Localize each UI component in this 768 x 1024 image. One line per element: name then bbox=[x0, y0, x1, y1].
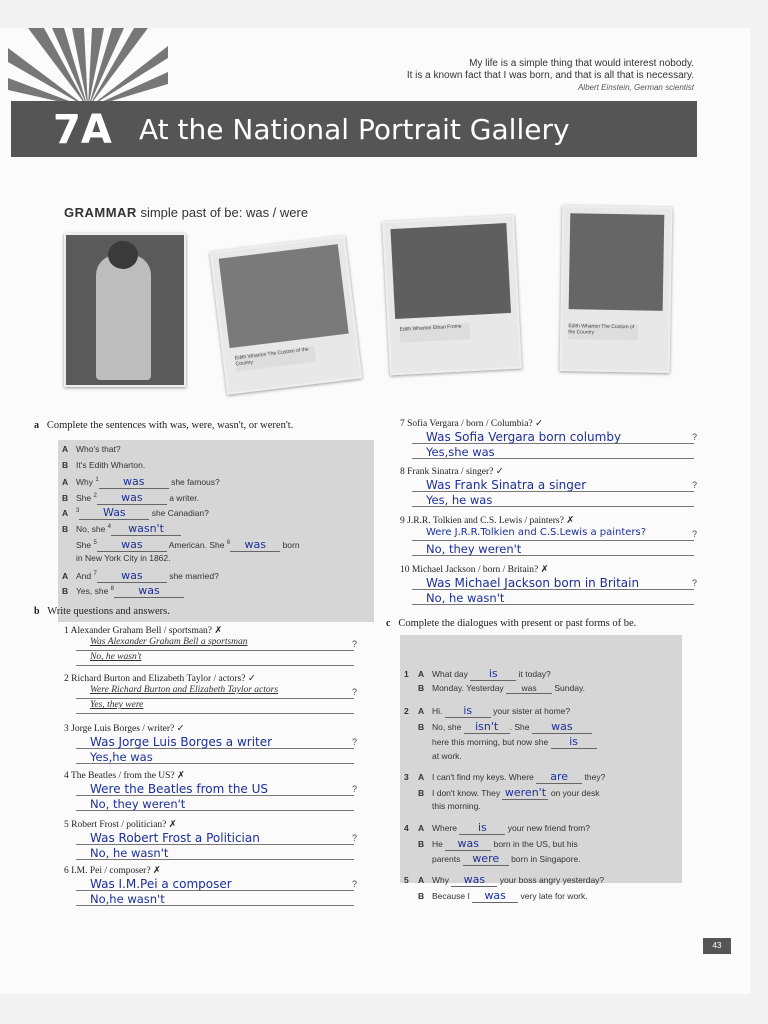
handwritten-question: Was Michael Jackson born in Britain bbox=[426, 576, 640, 590]
line-text: American. She bbox=[166, 539, 227, 550]
line-text: here this morning, but now she bbox=[432, 737, 551, 747]
line-text: parents bbox=[432, 854, 463, 864]
answer-blank bbox=[472, 889, 518, 903]
exercise-prompt bbox=[400, 466, 504, 477]
answer-blank bbox=[463, 852, 509, 866]
quote-line-2: It is a known fact that I was born, and that is all that is necessary. bbox=[406, 70, 694, 81]
example-answer: Yes, they were bbox=[90, 700, 144, 710]
quote-author: Albert Einstein, German scientist bbox=[577, 83, 694, 92]
item-number: 6 bbox=[64, 866, 72, 876]
dialogue-line bbox=[404, 837, 578, 851]
handwritten-answer: was bbox=[484, 888, 506, 902]
dialogue-line bbox=[62, 475, 220, 489]
workbook-page bbox=[0, 28, 750, 994]
answer-blank bbox=[97, 491, 167, 505]
speaker-label: B bbox=[418, 838, 425, 849]
dialogue-number: 3 bbox=[404, 772, 409, 782]
answer-line bbox=[76, 665, 354, 666]
handwritten-answer: is bbox=[569, 735, 578, 748]
dialogue-line bbox=[404, 735, 597, 749]
question-answer-line bbox=[76, 650, 354, 651]
dialogue-line bbox=[62, 569, 219, 583]
section-c-instruction: c Complete the dialogues with present or past forms of be. bbox=[386, 618, 637, 629]
question-mark: ? bbox=[352, 879, 358, 889]
handwritten-answer: Yes, he was bbox=[426, 493, 493, 507]
dialogue-line bbox=[404, 786, 599, 800]
line-text: No, she bbox=[76, 524, 108, 534]
exercise-prompt bbox=[400, 564, 549, 575]
line-text: . She bbox=[509, 721, 532, 732]
answer-blank bbox=[464, 720, 510, 734]
handwritten-answer: was bbox=[122, 475, 145, 489]
question-mark: ? bbox=[692, 432, 698, 442]
line-text: it today? bbox=[516, 669, 551, 679]
line-text: What day bbox=[432, 669, 471, 679]
speaker-label: A bbox=[418, 772, 425, 782]
handwritten-question: Were J.R.R.Tolkien and C.S.Lewis a painters? bbox=[426, 527, 647, 538]
line-text: And bbox=[76, 570, 94, 581]
check-icon: ✓ bbox=[176, 724, 185, 734]
handwritten-answer: No, he wasn't bbox=[426, 591, 505, 605]
dialogue-number: 1 bbox=[404, 669, 409, 679]
dialogue-number: 4 bbox=[404, 823, 409, 833]
line-text: Hi. bbox=[432, 706, 445, 716]
book-cover-photo bbox=[382, 215, 522, 376]
book-caption: Edith Wharton The Custom of the Country bbox=[235, 346, 316, 372]
handwritten-answer: weren't bbox=[504, 785, 547, 799]
dialogue-number: 2 bbox=[404, 706, 409, 716]
grammar-label: GRAMMAR bbox=[64, 205, 137, 220]
cross-icon: ✗ bbox=[214, 626, 223, 636]
prompt-text: The Beatles / from the US? bbox=[70, 771, 178, 781]
handwritten-answer: No,he wasn't bbox=[90, 892, 165, 906]
blank-number: 6 bbox=[226, 539, 231, 546]
answer-blank bbox=[114, 584, 184, 598]
cross-icon: ✗ bbox=[168, 820, 177, 830]
speaker-label: B bbox=[418, 721, 425, 732]
answer-blank bbox=[111, 522, 181, 536]
example-answer: No, he wasn't bbox=[90, 652, 142, 662]
prompt-text: Sofia Vergara / born / Columbia? bbox=[407, 419, 535, 429]
cross-icon: ✗ bbox=[177, 771, 185, 781]
item-number: 1 bbox=[64, 626, 71, 636]
speaker-label: A bbox=[62, 570, 69, 581]
prompt-text: Jorge Luis Borges / writer? bbox=[71, 724, 177, 734]
sunburst-decoration bbox=[8, 28, 168, 108]
handwritten-question: Was I.M.Pei a composer bbox=[90, 877, 232, 891]
speaker-label: B bbox=[62, 524, 69, 534]
line-text: at work. bbox=[432, 750, 462, 761]
handwritten-question: Was Frank Sinatra a singer bbox=[426, 478, 587, 492]
handwritten-answer: No, they weren't bbox=[90, 797, 186, 811]
speaker-label: A bbox=[62, 508, 69, 519]
prompt-text: I.M. Pei / composer? bbox=[71, 866, 153, 876]
line-text: your sister at home? bbox=[490, 706, 571, 716]
blank-number: 5 bbox=[93, 539, 97, 546]
handwritten-answer: was bbox=[551, 719, 573, 733]
line-text: Monday. Yesterday bbox=[432, 682, 507, 693]
speaker-label: A bbox=[418, 823, 425, 833]
line-text: Sunday. bbox=[552, 682, 585, 693]
exercise-prompt bbox=[64, 865, 161, 876]
line-text: Why bbox=[432, 875, 452, 885]
prompt-text: Alexander Graham Bell / sportsman? bbox=[70, 626, 215, 636]
line-text: born bbox=[280, 539, 300, 550]
item-number: 7 bbox=[400, 419, 408, 429]
dialogue-line bbox=[404, 683, 585, 694]
speaker-label: B bbox=[418, 682, 425, 693]
answer-blank bbox=[506, 683, 552, 694]
handwritten-answer: is bbox=[488, 667, 498, 680]
line-text: Why bbox=[76, 477, 96, 488]
cross-icon: ✗ bbox=[540, 565, 549, 575]
dialogue-line bbox=[404, 751, 462, 761]
section-a-instruction: a Complete the sentences with was, were, wasn't, or weren't. bbox=[34, 420, 294, 431]
exercise-prompt bbox=[64, 723, 185, 734]
handwritten-question: Were the Beatles from the US bbox=[90, 782, 269, 796]
exercise-prompt bbox=[64, 625, 222, 636]
handwritten-answer: was bbox=[244, 537, 266, 551]
exercise-prompt bbox=[64, 819, 177, 830]
blank-number: 3 bbox=[76, 508, 80, 515]
line-text: she famous? bbox=[168, 477, 220, 488]
line-text: It's Edith Wharton. bbox=[76, 459, 146, 470]
prompt-text: J.R.R. Tolkien and C.S. Lewis / painters? bbox=[407, 516, 567, 526]
answer-blank bbox=[99, 475, 169, 489]
dialogue-line bbox=[404, 704, 570, 718]
handwritten-answer: Yes,he was bbox=[90, 750, 153, 764]
speaker-label: B bbox=[418, 787, 425, 798]
grammar-heading bbox=[64, 205, 308, 220]
line-text: She bbox=[76, 492, 94, 503]
answer-blank bbox=[97, 569, 167, 583]
handwritten-question: Was Robert Frost a Politician bbox=[90, 831, 260, 845]
handwritten-answer: Was bbox=[103, 506, 126, 520]
handwritten-answer: No, he wasn't bbox=[90, 846, 169, 860]
unit-title: At the National Portrait Gallery bbox=[139, 113, 570, 146]
question-mark: ? bbox=[692, 578, 698, 588]
dialogue-line bbox=[62, 538, 300, 552]
dialogue-line bbox=[404, 889, 588, 903]
dialogue-line bbox=[404, 770, 605, 784]
dialogue-line bbox=[62, 584, 184, 598]
handwritten-answer: was bbox=[121, 568, 143, 582]
unit-number: 7A bbox=[53, 107, 112, 153]
dialogue-line bbox=[404, 821, 590, 835]
question-mark: ? bbox=[352, 737, 358, 747]
question-mark: ? bbox=[692, 480, 698, 490]
speaker-label: A bbox=[418, 669, 425, 679]
line-text: No, she bbox=[432, 721, 464, 732]
blank-number: 1 bbox=[95, 477, 99, 484]
handwritten-answer: No, they weren't bbox=[426, 542, 522, 556]
line-text: I don't know. They bbox=[432, 787, 503, 798]
handwritten-answer: wasn't bbox=[128, 522, 164, 535]
line-text: your new friend from? bbox=[505, 823, 590, 833]
answer-blank bbox=[445, 837, 491, 851]
blank-number: 4 bbox=[107, 524, 111, 531]
handwritten-question: Was Jorge Luis Borges a writer bbox=[90, 735, 273, 749]
speaker-label: A bbox=[62, 477, 69, 488]
question-mark: ? bbox=[352, 687, 358, 697]
answer-blank bbox=[470, 667, 516, 681]
book-cover-photo bbox=[560, 205, 673, 373]
line-text: she married? bbox=[166, 570, 219, 581]
item-number: 5 bbox=[64, 820, 72, 830]
book-cover-photo bbox=[210, 235, 363, 395]
quote-line-1: My life is a simple thing that would interest nobody. bbox=[469, 58, 694, 69]
dialogue-line bbox=[404, 873, 604, 887]
item-number: 10 bbox=[400, 565, 412, 575]
speaker-label: A bbox=[62, 444, 69, 454]
prompt-text: Michael Jackson / born / Britain? bbox=[411, 565, 541, 575]
line-text: she Canadian? bbox=[149, 508, 209, 519]
line-text: Yes, she bbox=[76, 586, 111, 597]
speaker-label: B bbox=[62, 492, 69, 503]
line-text: your boss angry yesterday? bbox=[497, 875, 605, 885]
answer-line bbox=[76, 713, 354, 714]
blank-number: 2 bbox=[93, 492, 97, 499]
handwritten-answer: was bbox=[138, 584, 160, 598]
dialogue-line bbox=[62, 460, 145, 470]
item-number: 4 bbox=[64, 771, 71, 781]
prompt-text: Robert Frost / politician? bbox=[71, 820, 169, 830]
answer-blank bbox=[536, 770, 582, 784]
epigraph bbox=[407, 58, 694, 94]
check-icon: ✓ bbox=[535, 419, 543, 429]
question-mark: ? bbox=[352, 784, 358, 794]
handwritten-answer: are bbox=[550, 770, 569, 783]
handwritten-question: Was Sofia Vergara born columby bbox=[426, 430, 622, 444]
line-text: Where bbox=[432, 823, 460, 833]
dialogue-line bbox=[62, 522, 181, 536]
answer-blank bbox=[445, 704, 491, 718]
item-number: 2 bbox=[64, 674, 72, 684]
item-number: 3 bbox=[64, 724, 72, 734]
answer-blank bbox=[532, 720, 592, 734]
dialogue-line bbox=[62, 444, 121, 454]
question-answer-line bbox=[412, 540, 694, 541]
prompt-text: Frank Sinatra / singer? bbox=[407, 467, 496, 477]
check-icon: ✓ bbox=[495, 467, 504, 477]
dialogue-line bbox=[62, 491, 199, 505]
cross-icon: ✗ bbox=[152, 866, 161, 876]
answer-blank bbox=[451, 873, 497, 887]
speaker-label: B bbox=[418, 890, 425, 901]
example-question: Was Alexander Graham Bell a sportsman bbox=[90, 637, 248, 647]
line-text: they? bbox=[582, 772, 606, 782]
handwritten-answer: is bbox=[478, 821, 487, 834]
answer-blank bbox=[551, 735, 597, 749]
dialogue-line bbox=[404, 801, 481, 811]
speaker-label: A bbox=[418, 706, 425, 716]
line-text: this morning. bbox=[432, 801, 481, 811]
line-text: very late for work. bbox=[518, 890, 588, 901]
dialogue-line bbox=[404, 720, 592, 734]
speaker-label: B bbox=[62, 459, 69, 470]
answer-blank bbox=[79, 506, 149, 520]
handwritten-answer: Yes,she was bbox=[426, 445, 495, 459]
line-text: on your desk bbox=[548, 787, 600, 798]
handwritten-answer: was bbox=[121, 490, 143, 504]
handwritten-answer: was bbox=[521, 682, 537, 693]
dialogue-line bbox=[404, 667, 551, 681]
dialogue-number: 5 bbox=[404, 875, 409, 885]
section-b-instruction: b Write questions and answers. bbox=[34, 606, 170, 617]
line-text: a writer. bbox=[166, 492, 199, 503]
cross-icon: ✗ bbox=[566, 516, 575, 526]
speaker-label: A bbox=[418, 875, 425, 885]
handwritten-answer: is bbox=[463, 704, 473, 717]
prompt-text: Richard Burton and Elizabeth Taylor / actors? bbox=[71, 674, 248, 684]
exercise-prompt bbox=[64, 673, 256, 684]
exercise-prompt bbox=[64, 770, 185, 781]
handwritten-answer: isn't bbox=[475, 719, 499, 733]
handwritten-answer: was bbox=[457, 836, 479, 850]
answer-blank bbox=[502, 786, 548, 800]
exercise-prompt bbox=[400, 418, 543, 429]
question-mark: ? bbox=[352, 833, 358, 843]
line-text: I can't find my keys. Where bbox=[432, 772, 537, 782]
page-number: 43 bbox=[703, 938, 731, 954]
handwritten-answer: was bbox=[463, 873, 486, 886]
line-text: She bbox=[76, 539, 94, 550]
answer-blank bbox=[97, 538, 167, 552]
grammar-topic: simple past of be: was / were bbox=[140, 205, 309, 220]
question-mark: ? bbox=[352, 639, 358, 649]
line-text: born in the US, but his bbox=[491, 838, 578, 849]
example-question: Were Richard Burton and Elizabeth Taylor actors bbox=[90, 685, 279, 695]
item-number: 8 bbox=[400, 467, 408, 477]
answer-blank bbox=[230, 538, 280, 552]
line-text: in New York City in 1862. bbox=[76, 553, 171, 564]
handwritten-answer: were bbox=[472, 852, 500, 865]
check-icon: ✓ bbox=[247, 674, 256, 684]
line-text: Because I bbox=[432, 890, 473, 901]
line-text: Who's that? bbox=[76, 444, 121, 454]
dialogue-line bbox=[62, 506, 209, 520]
handwritten-answer: was bbox=[121, 537, 143, 551]
unit-title-bar bbox=[11, 101, 697, 157]
line-text: He bbox=[432, 838, 446, 849]
blank-number: 8 bbox=[110, 586, 114, 593]
dialogue-line bbox=[62, 553, 171, 563]
speaker-label: B bbox=[62, 586, 69, 597]
book-caption: Edith Wharton The Custom of the Country bbox=[568, 323, 638, 340]
question-mark: ? bbox=[692, 529, 698, 539]
portrait-photo bbox=[64, 233, 186, 387]
line-text: born in Singapore. bbox=[508, 854, 581, 864]
question-answer-line bbox=[76, 698, 354, 699]
item-number: 9 bbox=[400, 516, 408, 526]
exercise-prompt bbox=[400, 515, 574, 526]
answer-blank bbox=[459, 821, 505, 835]
blank-number: 7 bbox=[93, 570, 97, 577]
book-caption: Edith Wharton Ethan Frome bbox=[400, 323, 471, 343]
dialogue-line bbox=[404, 852, 581, 866]
